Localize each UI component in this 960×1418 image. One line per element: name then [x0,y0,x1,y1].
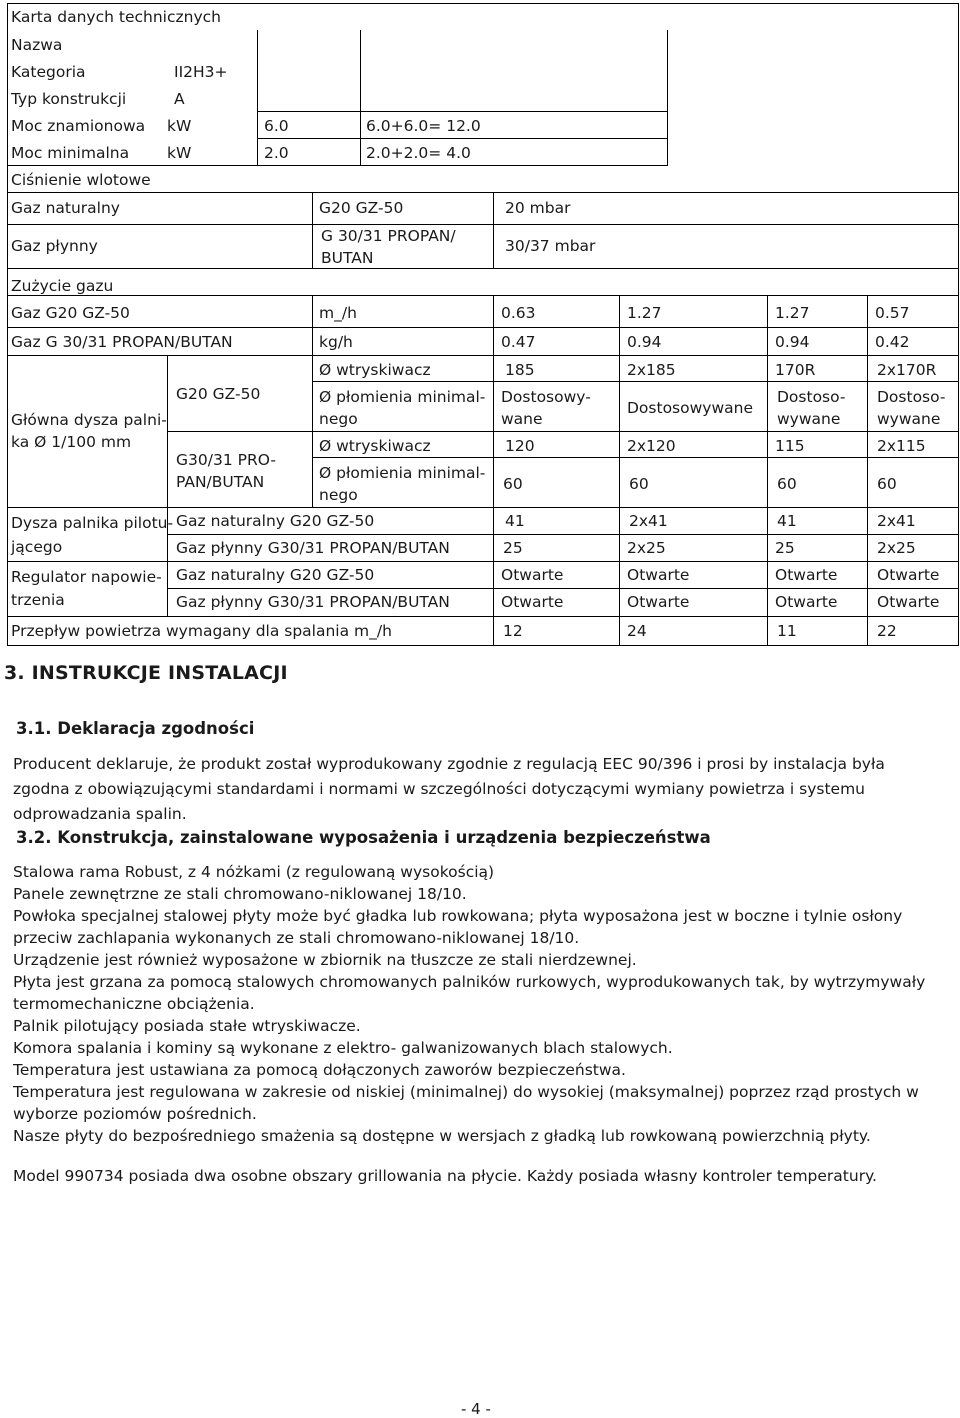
r2-c3-l1: Dostoso- [777,388,846,406]
przeplyw-v3: 11 [777,622,797,640]
section-3-1-text: Producent deklaruje, że produkt został wyprodukowany zgodnie z regulacją EEC 90/396 i prosi by instalacja była zgodna z obowiązującymi standardami i normami w szczególności dotyczącymi wymiany powietrza i systemu odprowadzania spalin. [13,755,885,823]
main-nozzle-g30-l2: PAN/BUTAN [176,473,265,491]
list-item: Powłoka specjalnej stalowej płyty może być gładka lub rowkowana; płyta wyposażona jest w boczne i tylnie osłony przeciw zachlapania wykonanych ze stali chromowano-niklowanej 18/10. [13,907,903,947]
list-item: Płyta jest grzana za pomocą stalowych chromowanych palników rurkowych, wyprodukowanych tak, by wytrzymywały termomechaniczne obciążenia. [13,973,926,1013]
r2-c4-l1: Dostoso- [877,388,946,406]
reg-row2-label: Gaz płynny G30/31 PROPAN/BUTAN [176,593,450,611]
r2-c4-l2: wywane [877,410,941,428]
zuz-g20-v2: 1.27 [627,304,662,322]
zuz-g20-v3: 1.27 [775,304,810,322]
construction-list [13,861,948,1147]
moc-min-unit: kW [167,144,192,162]
list-item: Urządzenie jest również wyposażone w zbiornik na tłuszcze ze stali nierdzewnej. [13,951,637,969]
pilot-label-l1: Dysza palnika pilotu- [11,514,174,532]
zuz-g20-unit: m_/h [319,304,357,322]
page-number: - 4 - [461,1400,491,1418]
moc-min-label: Moc minimalna [11,144,130,162]
zuz-g20-v1: 0.63 [501,304,536,322]
reg-row1-v1: Otwarte [501,566,564,584]
model-text: Model 990734 posiada dwa osobne obszary grillowania na płycie. Każdy posiada własny kontroler temperatury. [13,1167,877,1185]
moc-min-v1: 2.0 [264,144,289,162]
gaz-ply-label: Gaz płynny [11,237,98,255]
pilot-row1-v1: 41 [505,512,525,530]
zuz-g30-v2: 0.94 [627,333,662,351]
pilot-row1-v2: 2x41 [629,512,668,530]
zuz-g20-label: Gaz G20 GZ-50 [11,304,130,322]
pilot-row1-v3: 41 [777,512,797,530]
r1-v2: 2x185 [627,361,676,379]
cisnienie-label: Ciśnienie wlotowe [11,171,151,189]
reg-row1-label: Gaz naturalny G20 GZ-50 [176,566,375,584]
pilot-row2-label: Gaz płynny G30/31 PROPAN/BUTAN [176,539,450,557]
pilot-row1-label: Gaz naturalny G20 GZ-50 [176,512,375,530]
pilot-label-l2: jącego [11,538,63,556]
r1-v1: 185 [505,361,535,379]
wtr-label-1: Ø wtryskiwacz [319,361,431,379]
list-item: Temperatura jest regulowana w zakresie od niskiej (minimalnej) do wysokiej (maksymalnej) poprzez rząd prostych w wyborze poziomów pośrednich. [13,1083,919,1123]
pilot-row2-v3: 25 [775,539,795,557]
section-3-2-heading: 3.2. Konstrukcja, zainstalowane wyposażenia i urządzenia bezpieczeństwa [16,828,711,847]
r3-v3: 115 [775,437,805,455]
wtr-label-2: Ø wtryskiwacz [319,437,431,455]
typ-value: A [174,90,185,108]
zuz-g20-v4: 0.57 [875,304,910,322]
section-3-1-heading: 3.1. Deklaracja zgodności [16,719,255,738]
regulator-label-l2: trzenia [11,591,65,609]
table-title: Karta danych technicznych [11,8,221,26]
reg-row1-v4: Otwarte [877,566,940,584]
gaz-nat-pressure: 20 mbar [505,199,571,217]
typ-label: Typ konstrukcji [11,90,127,108]
list-item: Komora spalania i kominy są wykonane z elektro- galwanizowanych blach stalowych. [13,1039,673,1057]
r3-v4: 2x115 [877,437,926,455]
r4-v2: 60 [629,475,649,493]
plom-label-2-l2: nego [319,486,358,504]
r3-v2: 2x120 [627,437,676,455]
zuzycie-label: Zużycie gazu [11,277,114,295]
przeplyw-label: Przepływ powietrza wymagany dla spalania m_/h [11,622,392,640]
zuz-g30-unit: kg/h [319,333,353,351]
zuz-g30-label: Gaz G 30/31 PROPAN/BUTAN [11,333,233,351]
moc-znam-unit: kW [167,117,192,135]
r4-v1: 60 [503,475,523,493]
kategoria-label: Kategoria [11,63,86,81]
przeplyw-v1: 12 [503,622,523,640]
reg-row2-v1: Otwarte [501,593,564,611]
main-nozzle-label-l2: ka Ø 1/100 mm [11,433,132,451]
zuz-g30-v3: 0.94 [775,333,810,351]
reg-row2-v3: Otwarte [775,593,838,611]
nazwa-label: Nazwa [11,36,63,54]
main-nozzle-label-l1: Główna dysza palni- [11,411,167,429]
list-item: Panele zewnętrzne ze stali chromowano-niklowanej 18/10. [13,885,467,903]
section-3-heading: 3. INSTRUKCJE INSTALACJI [4,662,288,684]
gaz-nat-label: Gaz naturalny [11,199,120,217]
pilot-row2-v1: 25 [503,539,523,557]
moc-znam-v2: 6.0+6.0= 12.0 [366,117,481,135]
reg-row1-v2: Otwarte [627,566,690,584]
moc-znam-v1: 6.0 [264,117,289,135]
pilot-row1-v4: 2x41 [877,512,916,530]
r3-v1: 120 [505,437,535,455]
plom-label-2-l1: Ø płomienia minimal- [319,464,486,482]
pilot-row2-v4: 2x25 [877,539,916,557]
moc-min-v2: 2.0+2.0= 4.0 [366,144,471,162]
r2-c1-l2: wane [501,410,543,428]
r2-c1-l1: Dostosowy- [501,388,591,406]
plom-label-1-l1: Ø płomienia minimal- [319,388,486,406]
moc-znam-label: Moc znamionowa [11,117,146,135]
r2-c2: Dostosowywane [627,399,753,417]
r1-v4: 2x170R [877,361,937,379]
reg-row2-v4: Otwarte [877,593,940,611]
r1-v3: 170R [775,361,816,379]
main-nozzle-g20: G20 GZ-50 [176,385,261,403]
r4-v3: 60 [777,475,797,493]
kategoria-value: II2H3+ [174,63,228,81]
reg-row1-v3: Otwarte [775,566,838,584]
zuz-g30-v1: 0.47 [501,333,536,351]
plom-label-1-l2: nego [319,410,358,428]
gaz-ply-type-l2: BUTAN [321,249,374,267]
list-item: Palnik pilotujący posiada stałe wtryskiwacze. [13,1017,361,1035]
gaz-ply-type-l1: G 30/31 PROPAN/ [321,227,456,245]
przeplyw-v4: 22 [877,622,897,640]
list-item: Stalowa rama Robust, z 4 nóżkami (z regulowaną wysokością) [13,863,495,881]
regulator-label-l1: Regulator napowie- [11,568,162,586]
pilot-row2-v2: 2x25 [627,539,666,557]
gaz-nat-type: G20 GZ-50 [319,199,404,217]
gaz-ply-pressure: 30/37 mbar [505,237,596,255]
main-nozzle-g30-l1: G30/31 PRO- [176,451,276,469]
zuz-g30-v4: 0.42 [875,333,910,351]
list-item: Temperatura jest ustawiana za pomocą dołączonych zaworów bezpieczeństwa. [13,1061,626,1079]
r2-c3-l2: wywane [777,410,841,428]
reg-row2-v2: Otwarte [627,593,690,611]
przeplyw-v2: 24 [627,622,647,640]
r4-v4: 60 [877,475,897,493]
list-item: Nasze płyty do bezpośredniego smażenia są dostępne w wersjach z gładką lub rowkowaną powierzchnią płyty. [13,1127,871,1145]
